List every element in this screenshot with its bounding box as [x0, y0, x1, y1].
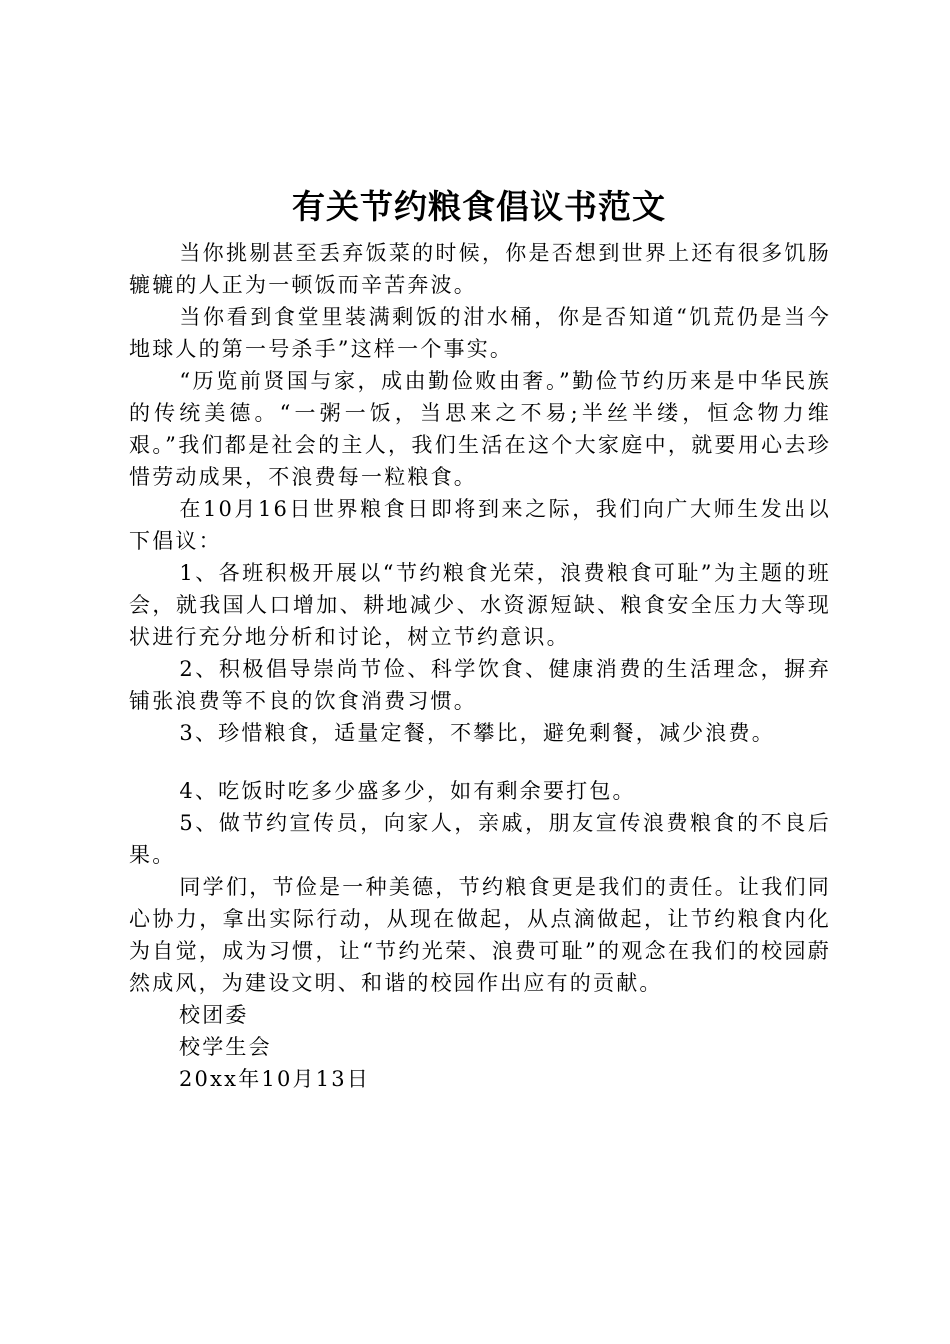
proposal-item-3: 3、珍惜粮食，适量定餐，不攀比，避免剩餐，减少浪费。	[179, 721, 775, 745]
paragraph-closing: 同学们，节俭是一种美德，节约粮食更是我们的责任。让我们同心协力，拿出实际行动，从现在做起，从点滴做起，让节约粮食内化为自觉，成为习惯，让“节约光荣、浪费可耻”的观念在我们的校园蔚然成风，为建设文明、和谐的校园作出应有的贡献。	[129, 875, 831, 995]
signature-org-student-union: 校学生会	[179, 1035, 272, 1059]
proposal-item-1: 1、各班积极开展以“节约粮食光荣，浪费粮食可耻”为主题的班会，就我国人口增加、耕地减少、水资源短缺、粮食安全压力大等现状进行充分地分析和讨论，树立节约意识。	[129, 561, 831, 649]
paragraph-tradition: “历览前贤国与家，成由勤俭败由奢。”勤俭节约历来是中华民族的传统美德。“一粥一饭，当思来之不易;半丝半缕，恒念物力维艰。”我们都是社会的主人，我们生活在这个大家庭中，就要用心去珍惜劳动成果，不浪费每一粒粮食。	[129, 369, 831, 489]
paragraph-intro: 当你挑剔甚至丢弃饭菜的时候，你是否想到世界上还有很多饥肠辘辘的人正为一顿饭而辛苦奔波。	[129, 241, 831, 297]
blank-line	[129, 749, 831, 775]
signature-org-youth-league: 校团委	[179, 1003, 249, 1027]
signature-date: 20xx年10月13日	[179, 1067, 371, 1091]
paragraph-proposal-intro: 在10月16日世界粮食日即将到来之际，我们向广大师生发出以下倡议：	[129, 497, 831, 553]
proposal-item-2: 2、积极倡导崇尚节俭、科学饮食、健康消费的生活理念，摒弃铺张浪费等不良的饮食消费习惯。	[129, 657, 831, 713]
paragraph-cafeteria: 当你看到食堂里装满剩饭的泔水桶，你是否知道“饥荒仍是当今地球人的第一号杀手”这样一个事实。	[129, 305, 831, 361]
proposal-item-5: 5、做节约宣传员，向家人，亲戚，朋友宣传浪费粮食的不良后果。	[129, 811, 831, 867]
document-title: 有关节约粮食倡议书范文	[292, 187, 666, 226]
proposal-item-4: 4、吃饭时吃多少盛多少，如有剩余要打包。	[179, 779, 636, 803]
document-body	[129, 237, 831, 1095]
